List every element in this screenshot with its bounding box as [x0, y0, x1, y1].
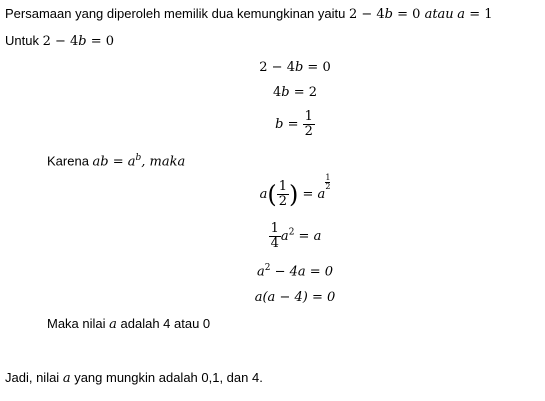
maka-line: Maka nilai a adalah 4 atau 0 [47, 316, 211, 332]
karena-line: Karena ab = $a^b$, maka [47, 153, 186, 170]
equation-step-2: 4b = 2 [272, 85, 318, 100]
equation-a-step-4: a(a − 4) = 0 [254, 290, 336, 305]
intro-line: Persamaan yang diperoleh memilik dua kemungkinan yaitu 2 − 4b = 0 atau a = 1 [5, 6, 493, 22]
equation-step-3: b = $\frac{1}{2}$ [275, 109, 313, 139]
equation-a-step-2: $\frac{1}{4}$ $a^2 = a$ [270, 221, 322, 251]
equation-a-step-1: a( $\frac{1}{2}$ ) = a $\frac{1}{2}$ [259, 173, 331, 209]
untuk-line: Untuk 2 − 4b = 0 [5, 33, 115, 49]
conclusion-line: Jadi, nilai a yang mungkin adalah 0,1, dan 4. [5, 370, 263, 386]
equation-a-step-3: $a^2 - 4a = 0$ [256, 263, 334, 280]
equation-step-1: 2 − 4b = 0 [259, 60, 331, 75]
fraction-one-half: $\frac{1}{2}$ [304, 109, 313, 139]
